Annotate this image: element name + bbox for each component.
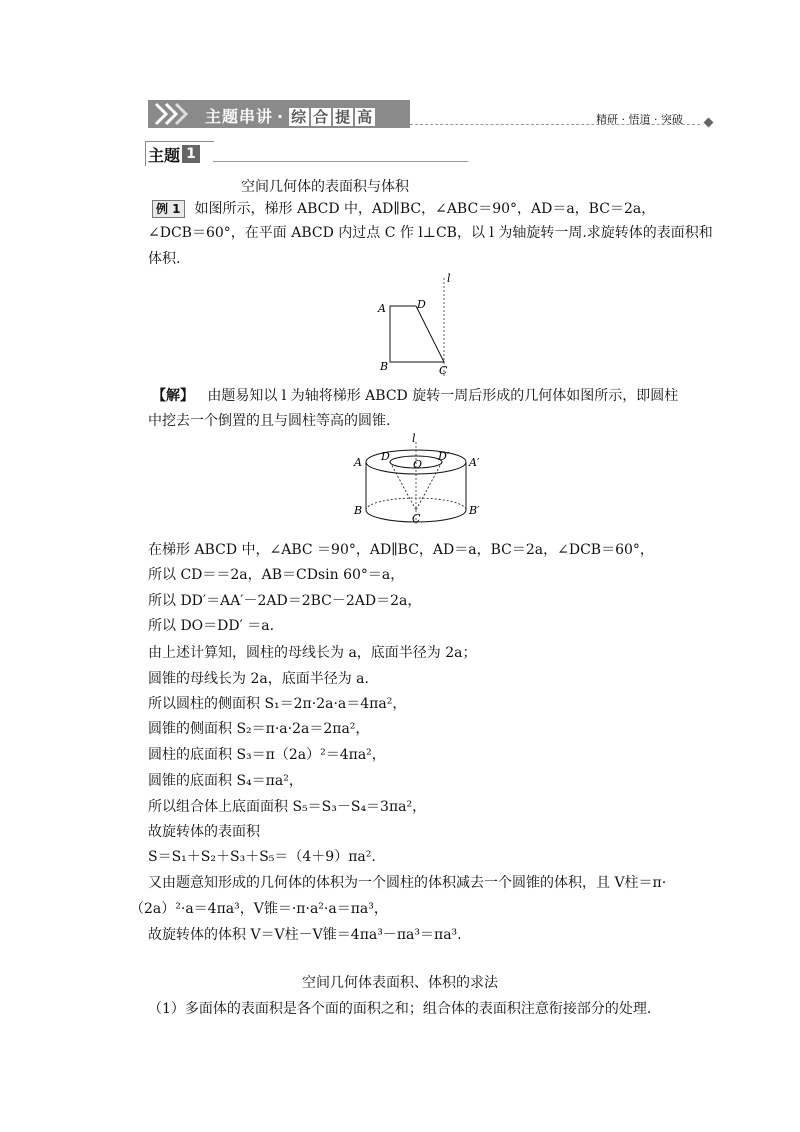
- solution-line-2: 中挖去一个倒置的且与圆柱等高的圆锥.: [148, 413, 391, 429]
- label-D: D: [417, 298, 426, 311]
- label-B-2: B: [354, 504, 363, 517]
- label-B: B: [380, 360, 389, 373]
- label-Ap: A′: [469, 456, 480, 469]
- topic-rule: [213, 161, 468, 162]
- method-line-1: （1）多面体的表面积是各个面的面积之和；组合体的表面积注意衔接部分的处理.: [148, 1001, 652, 1017]
- example-line-3: 体积.: [148, 251, 181, 267]
- step-line: 在梯形 ABCD 中，∠ABC ＝90°，AD∥BC，AD＝a，BC＝2a，∠DCB＝60°，: [148, 542, 654, 558]
- banner-box-1: 综: [291, 108, 308, 126]
- step-line: 所以组合体上底面面积 S₅＝S₃－S₄＝3πa²，: [148, 799, 427, 815]
- label-Bp: B′: [469, 504, 480, 517]
- solution-text-1: 由题易知以 l 为轴将梯形 ABCD 旋转一周后形成的几何体如图所示，即圆柱: [207, 388, 679, 404]
- label-D-2: D: [381, 450, 390, 463]
- label-l: l: [447, 272, 451, 285]
- example-label: 例 1: [152, 200, 185, 218]
- trapezoid-shape: [390, 306, 444, 362]
- method-title: 空间几何体表面积、体积的求法: [302, 975, 498, 991]
- example-line-2: ∠DCB＝60°，在平面 ABCD 内过点 C 作 l⊥CB，以 l 为轴旋转一周.求旋转体的表面积和: [148, 225, 713, 241]
- banner-box-2: 合: [313, 108, 330, 126]
- banner-dot: ·: [277, 107, 285, 126]
- example-line-1: [152, 199, 655, 219]
- step-line: 故旋转体的体积 V＝V柱－V锥＝4πa³－πa³＝πa³.: [148, 927, 462, 943]
- trapezoid-figure: [370, 270, 460, 380]
- label-O: O: [413, 458, 423, 471]
- diamond-icon: [704, 118, 714, 128]
- topic-label: [148, 143, 200, 165]
- step-line: 圆锥的底面积 S₄＝πa²，: [148, 773, 303, 789]
- banner-box-4: 高: [357, 108, 374, 126]
- step-line: 圆锥的侧面积 S₂＝π·a·2a＝2πa²，: [148, 721, 370, 737]
- topic-label-text: 主题: [148, 145, 181, 165]
- step-line: 所以 DD′＝AA′－2AD＝2BC－2AD＝2a，: [148, 593, 422, 609]
- label-Dp: D′: [438, 450, 450, 463]
- label-A: A: [378, 302, 386, 315]
- step-line: 由上述计算知，圆柱的母线长为 a，底面半径为 2a；: [148, 645, 477, 661]
- step-line: 故旋转体的表面积: [148, 824, 260, 840]
- banner-title-text: 主题串讲: [205, 107, 274, 126]
- chevron-arrows-icon: [152, 100, 192, 128]
- label-C-2: C: [412, 512, 421, 525]
- topic-number: 1: [182, 145, 200, 163]
- label-C: C: [439, 364, 448, 377]
- solution-line-1: [152, 386, 678, 406]
- solution-tag: 【解】: [152, 388, 194, 404]
- step-line: （2a）²·a＝4πa³，V锥＝·π·a²·a＝πa³，: [130, 901, 388, 917]
- banner-box-3: 提: [335, 108, 352, 126]
- header-right-tag: 精研 · 悟道 · 突破: [596, 113, 683, 126]
- step-line: 圆锥的母线长为 2a，底面半径为 a.: [148, 671, 369, 687]
- step-line: 所以圆柱的侧面积 S₁＝2π·2a·a＝4πa²，: [148, 696, 407, 712]
- step-line: 所以 CD＝＝2a，AB＝CDsin 60°＝a，: [148, 567, 405, 583]
- step-line: 圆柱的底面积 S₃＝π（2a）²＝4πa²，: [148, 747, 386, 763]
- banner-title: [205, 104, 376, 127]
- label-l-2: l: [412, 432, 416, 445]
- cylinder-cone-figure: [345, 432, 485, 532]
- section-title: 空间几何体的表面积与体积: [241, 179, 409, 195]
- step-line: 所以 DO＝DD′ ＝a.: [148, 618, 275, 634]
- example-text-1: 如图所示，梯形 ABCD 中，AD∥BC，∠ABC＝90°，AD＝a，BC＝2a，: [194, 201, 656, 217]
- step-line: 又由题意知形成的几何体的体积为一个圆柱的体积减去一个圆锥的体积，且 V柱＝π·: [148, 875, 667, 891]
- step-line: S＝S₁＋S₂＋S₃＋S₅＝（4＋9）πa².: [148, 849, 376, 865]
- label-A-2: A: [354, 456, 362, 469]
